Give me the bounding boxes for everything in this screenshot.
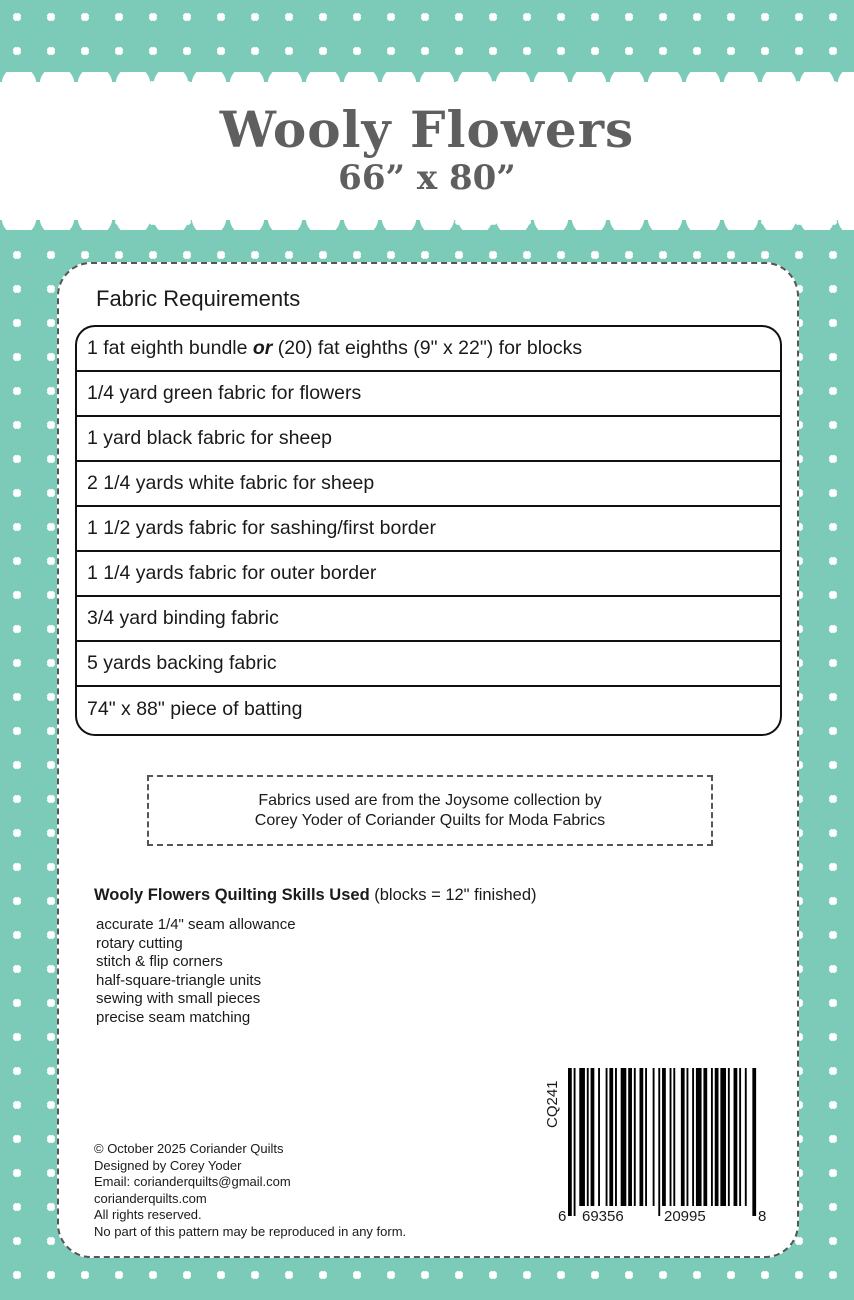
requirement-row xyxy=(77,462,780,507)
requirement-text: 1 yard black fabric for sheep xyxy=(87,427,332,449)
requirement-text: 1/4 yard green fabric for flowers xyxy=(87,382,362,404)
barcode-stripe xyxy=(606,1068,608,1206)
barcode-stripe xyxy=(734,1068,738,1206)
barcode-stripe xyxy=(615,1068,617,1206)
barcode-stripe xyxy=(634,1068,636,1206)
barcode-stripe xyxy=(692,1068,694,1206)
skills-heading: Wooly Flowers Quilting Skills Used (blocks = 12" finished) xyxy=(94,886,537,904)
barcode-digit-group: 8 xyxy=(758,1208,767,1225)
requirement-row xyxy=(77,597,780,642)
requirement-row xyxy=(77,327,780,372)
barcode-stripe xyxy=(720,1068,726,1206)
requirement-text: 1 1/2 yards fabric for sashing/first border xyxy=(87,517,436,539)
barcode-stripe xyxy=(696,1068,702,1206)
barcode-stripe xyxy=(645,1068,647,1206)
barcode-stripe xyxy=(574,1068,576,1216)
barcode-stripe xyxy=(687,1068,689,1206)
barcode-stripe xyxy=(745,1068,747,1206)
skill-item: half-square-triangle units xyxy=(96,971,262,989)
skill-item: sewing with small pieces xyxy=(96,990,261,1008)
skill-item: accurate 1/4" seam allowance xyxy=(96,916,296,933)
barcode-digit-group: 6 xyxy=(558,1208,567,1225)
footer-line: All rights reserved. xyxy=(94,1207,202,1223)
barcode-stripe xyxy=(587,1068,589,1206)
barcode-stripe xyxy=(752,1068,756,1216)
fabric-requirements-heading: Fabric Requirements xyxy=(96,286,301,311)
collection-line-1: Fabrics used are from the Joysome collection by xyxy=(258,791,602,809)
footer-line: corianderquilts.com xyxy=(94,1190,207,1206)
fabric-collection-note xyxy=(147,775,713,846)
barcode-stripe xyxy=(579,1068,585,1206)
barcode-digit-group: 20995 xyxy=(664,1208,706,1225)
barcode-stripe xyxy=(681,1068,685,1206)
barcode-digits xyxy=(540,1208,780,1228)
skill-item: stitch & flip corners xyxy=(96,953,223,971)
barcode xyxy=(540,1064,780,1234)
pattern-title: Wooly Flowers xyxy=(219,100,635,159)
barcode-stripe xyxy=(568,1068,572,1216)
barcode-stripe xyxy=(673,1068,675,1206)
barcode-stripe xyxy=(653,1068,655,1206)
footer-line: © October 2025 Coriander Quilts xyxy=(94,1141,284,1156)
barcode-stripe xyxy=(591,1068,595,1206)
barcode-stripe xyxy=(739,1068,741,1206)
skill-item: precise seam matching xyxy=(96,1008,251,1026)
requirement-row xyxy=(77,642,780,687)
barcode-stripe xyxy=(628,1068,632,1206)
barcode-stripe xyxy=(639,1068,643,1206)
quilt-size: 66” x 80” xyxy=(338,158,516,198)
requirement-text: 1 fat eighth bundle or (20) fat eighths (9" x 22") for blocks xyxy=(87,337,583,359)
collection-line-2: Corey Yoder of Coriander Quilts for Moda Fabrics xyxy=(254,811,606,829)
barcode-stripe xyxy=(598,1068,600,1206)
pattern-sku: CQ241 xyxy=(544,1080,561,1128)
requirement-text: 5 yards backing fabric xyxy=(87,652,277,674)
requirement-row xyxy=(77,687,780,732)
barcode-stripe xyxy=(715,1068,719,1206)
requirement-row xyxy=(77,372,780,417)
banner-scallop-bottom xyxy=(0,206,854,230)
barcode-stripe xyxy=(711,1068,713,1206)
barcode-stripe xyxy=(658,1068,660,1216)
barcode-stripe xyxy=(670,1068,672,1206)
fabric-requirements-table xyxy=(75,325,782,736)
requirement-row xyxy=(77,417,780,462)
requirement-text: 74" x 88" piece of batting xyxy=(87,698,303,720)
requirement-text: 3/4 yard binding fabric xyxy=(87,607,279,629)
barcode-digit-group: 69356 xyxy=(582,1208,624,1225)
barcode-stripe xyxy=(662,1068,666,1206)
barcode-stripe xyxy=(621,1068,627,1206)
requirement-row xyxy=(77,552,780,597)
footer-line: No part of this pattern may be reproduced in any form. xyxy=(94,1223,407,1239)
copyright-footer xyxy=(94,1141,406,1241)
skills-list xyxy=(96,916,296,1028)
barcode-bars xyxy=(568,1068,758,1216)
footer-line: Designed by Corey Yoder xyxy=(94,1157,242,1173)
footer-line: Email: corianderquilts@gmail.com xyxy=(94,1174,291,1190)
requirement-row xyxy=(77,507,780,552)
barcode-stripe xyxy=(703,1068,707,1206)
requirement-text: 2 1/4 yards white fabric for sheep xyxy=(87,472,375,494)
requirement-text: 1 1/4 yards fabric for outer border xyxy=(87,562,377,584)
barcode-stripe xyxy=(609,1068,613,1206)
barcode-stripe xyxy=(728,1068,730,1206)
skill-item: rotary cutting xyxy=(96,934,183,952)
